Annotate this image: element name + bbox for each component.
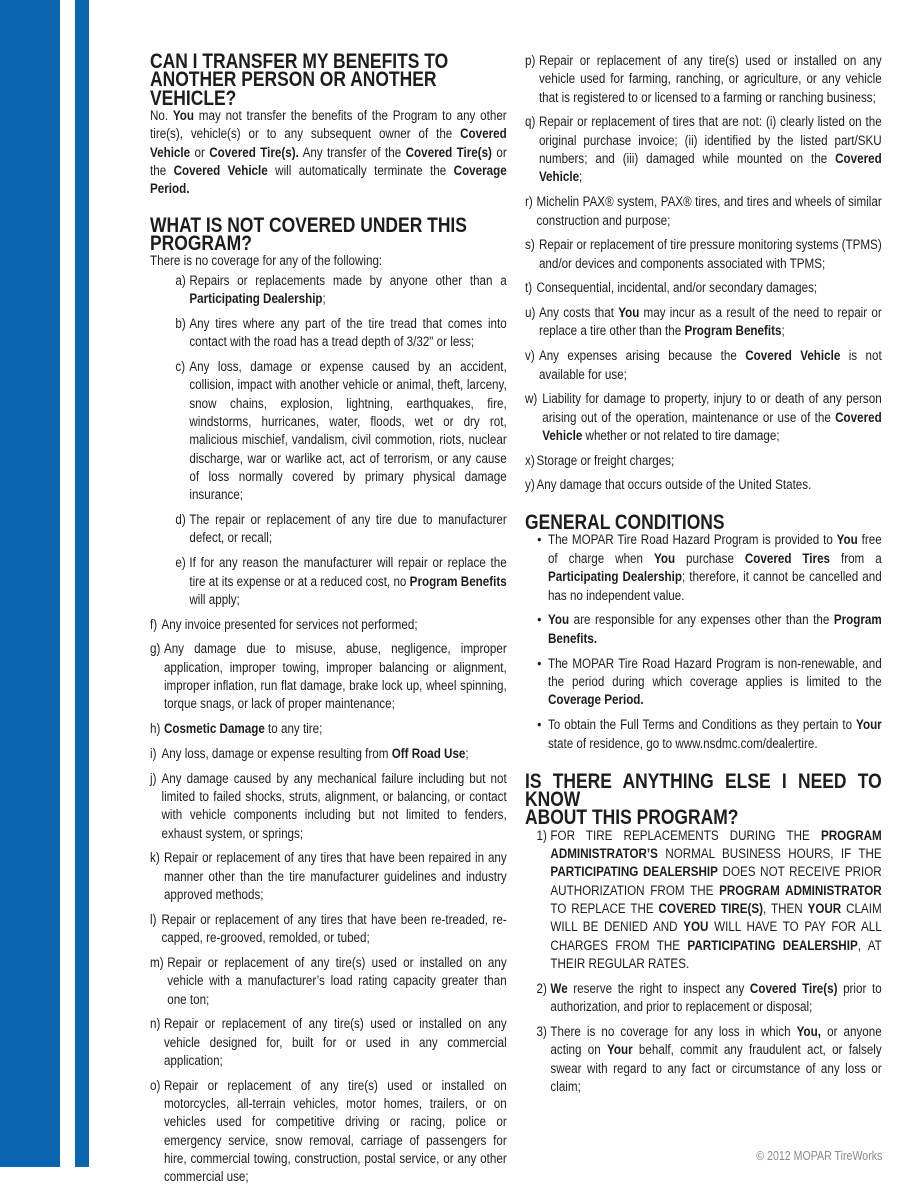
item-label: g) [150, 641, 161, 658]
exclusion-item-u [525, 304, 882, 341]
bold-term: Your [856, 717, 882, 734]
item-text [189, 554, 506, 609]
text-run: The repair or replacement of any tire due to manufacturer defect, or recall; [189, 512, 507, 547]
item-text [550, 980, 881, 1017]
text-run: , AT THEIR REGULAR RATES. [550, 937, 882, 973]
item-label: x) [525, 452, 535, 469]
text-run: will apply; [189, 591, 240, 608]
exclusion-item-p [525, 52, 882, 107]
item-text [161, 616, 506, 634]
item-text [548, 717, 882, 751]
exclusion-item-m [150, 954, 507, 1009]
text-run: No. [150, 108, 173, 125]
item-label: s) [525, 237, 535, 254]
exclusion-item-e [175, 554, 506, 609]
text-run: Michelin PAX® system, PAX® tires, and tires and wheels of similar construction and purpose; [536, 194, 882, 229]
exclusion-item-b [175, 315, 506, 352]
transfer-heading: CAN I TRANSFER MY BENEFITS TO ANOTHER PERSON OR ANOTHER VEHICLE? [150, 49, 449, 110]
exclusion-item-j [150, 770, 507, 843]
bold-term: Covered Tire(s) [749, 980, 838, 997]
numbered-item-1 [536, 827, 881, 974]
text-run: ; [465, 745, 469, 762]
exclusion-item-v [525, 347, 882, 384]
text-run: ; [579, 169, 583, 186]
text-run: Any damage due to misuse, abuse, negligence, improper application, improper towing, improper balancing or alignment, improper inflation, run flat damage, brake lock up, wheel spinning, torque snags, or lack of proper maintenance; [163, 641, 507, 713]
text-run: The MOPAR Tire Road Hazard Program is provided to [547, 532, 837, 549]
item-text [539, 304, 882, 341]
bold-term: Your [607, 1042, 633, 1059]
exclusion-item-w [525, 390, 882, 445]
bold-term: We [550, 980, 568, 997]
anything-else-heading-line1: IS THERE ANYTHING ELSE I NEED TO KNOW [525, 768, 882, 811]
item-label: q) [525, 114, 536, 131]
item-label: y) [525, 477, 535, 494]
text-run: Repair or replacement of any tire(s) used or installed on any vehicle with a manufacturer’s load rating capacity greater than one ton; [167, 954, 507, 1008]
general-conditions-section [525, 510, 882, 753]
exclusion-item-k [150, 849, 507, 904]
text-run: or anyone acting on [550, 1023, 882, 1059]
item-text [536, 193, 881, 230]
exclusion-item-d [175, 511, 506, 548]
item-text [539, 52, 882, 107]
item-text [161, 770, 506, 843]
item-text [189, 315, 506, 352]
text-run: Storage or freight charges; [536, 452, 675, 469]
text-run: Any loss, damage or expense resulting from [161, 745, 392, 762]
text-run: CLAIM WILL BE DENIED AND [550, 901, 882, 936]
general-condition-item [537, 611, 881, 648]
item-text [548, 612, 882, 646]
bold-term: Coverage Period. [547, 692, 644, 709]
text-run: Repair or replacement of any tires that have been repaired in any manner other than the tire manufacturer guidelines and industry approved methods; [163, 850, 507, 903]
item-label: n) [150, 1016, 161, 1033]
bold-term: PROGRAM ADMINISTRATOR [719, 882, 882, 899]
item-label: b) [175, 315, 186, 332]
exclusion-item-y [525, 476, 882, 494]
item-text [189, 358, 506, 505]
bold-term: Coverage Period. [150, 163, 507, 198]
text-run: Repair or replacement of any tires that have been re-treaded, re-capped, re-grooved, remolded, or tubed; [161, 911, 507, 947]
text-run: Any damage that occurs outside of the United States. [536, 477, 812, 494]
item-text [164, 849, 507, 904]
item-label: u) [525, 305, 536, 322]
text-run: ; [322, 291, 326, 308]
text-run: Repair or replacement of tires that are not: (i) clearly listed on the original purchase invoice; (ii) identified by the listed part/SKU numbers; and (iii) damaged while mounted on the [538, 114, 882, 168]
bullet-icon: • [537, 532, 542, 549]
item-text [189, 511, 506, 548]
text-run: Repairs or replacements made by anyone other than a [189, 272, 507, 289]
bold-term: You, [796, 1023, 822, 1040]
bold-term: Covered Vehicle [542, 409, 882, 444]
item-text [542, 390, 881, 445]
exclusion-item-x [525, 452, 882, 470]
item-text [539, 347, 882, 384]
text-run: Any loss, damage or expense caused by an accident, collision, impact with another vehicle or animal, theft, larceny, snow chains, explosion, lightning, earthquakes, fire, windstorms, hurricanes, water, floods, wet or dry rot, malicious mischief, vandalism, civil commotion, riots, nuclear discharge, war or warlike act, act of terrorism, or any cause of loss normally covered by primary physical damage insurance; [189, 358, 507, 504]
exclusion-item-n [150, 1015, 507, 1070]
item-label: 3) [536, 1023, 547, 1040]
exclusion-item-s [525, 236, 882, 273]
text-run: WILL HAVE TO PAY FOR ALL CHARGES FROM THE [550, 919, 882, 954]
bold-term: YOU [683, 919, 709, 936]
item-label: h) [150, 721, 161, 738]
right-column [525, 52, 882, 1103]
general-condition-item [537, 655, 881, 710]
item-label: 2) [536, 980, 547, 997]
copyright-footer: © 2012 MOPAR TireWorks [755, 1149, 882, 1163]
text-run: behalf, commit any fraudulent act, or falsely swear with regard to any fact or circumstance of any loss or claim; [550, 1042, 882, 1095]
text-run: from a [830, 550, 882, 567]
exclusion-item-g [150, 640, 507, 713]
text-run: If for any reason the manufacturer will repair or replace the tire at its expense or at a reduced cost, no [189, 555, 507, 590]
item-text [164, 1077, 507, 1187]
text-run: To obtain the Full Terms and Conditions as they pertain to [547, 717, 857, 734]
bullet-icon: • [537, 717, 542, 734]
text-run: prior to authorization, and prior to replacement or disposal; [550, 980, 882, 1016]
bold-term: PARTICIPATING DEALERSHIP [550, 864, 718, 881]
bold-term: You [618, 305, 640, 322]
item-text [550, 827, 881, 974]
text-run: Any costs that [538, 305, 619, 322]
bullet-icon: • [537, 612, 542, 629]
general-condition-item [537, 716, 881, 753]
bold-term: PARTICIPATING DEALERSHIP [687, 937, 858, 954]
exclusion-item-f [150, 616, 507, 634]
text-run: or [190, 144, 210, 161]
text-run: DOES NOT RECEIVE PRIOR AUTHORIZATION FROM THE [550, 864, 882, 899]
blue-stripe-narrow [75, 0, 89, 1167]
exclusion-item-r [525, 193, 882, 230]
not-covered-intro: There is no coverage for any of the following: [150, 253, 383, 270]
item-label: r) [525, 194, 533, 211]
text-run: Repair or replacement of any tire(s) used or installed on motorcycles, all-terrain vehicles, motor homes, trailers, or on vehicles used for competitive driving or racing, police or emergency service, snow removal, carriage of passengers for hire, commercial towing, construction, postal service, or any other commercial use; [163, 1077, 507, 1186]
item-text [539, 113, 882, 186]
exclusion-list-left [150, 272, 507, 1187]
text-run: to any tire; [264, 721, 323, 738]
bold-term: Covered Vehicle [745, 348, 841, 365]
bold-term: Covered Vehicle [173, 163, 268, 180]
exclusion-item-a [175, 272, 506, 309]
item-text [164, 640, 507, 713]
item-text [550, 1023, 881, 1096]
bold-term: You [836, 532, 858, 549]
bullet-icon: • [537, 655, 542, 672]
text-run: Consequential, incidental, and/or secondary damages; [536, 280, 818, 297]
text-run: will automatically terminate the [267, 163, 454, 180]
item-text [539, 236, 882, 273]
bold-term: COVERED TIRE(S) [658, 901, 764, 918]
item-label: o) [150, 1077, 161, 1094]
text-run: may incur as a result of the need to repair or replace a tire other than the [538, 305, 882, 340]
text-run: state of residence, go to www.nsdmc.com/dealertire. [547, 735, 818, 752]
text-run: Any invoice presented for services not performed; [161, 616, 418, 633]
text-run: NORMAL BUSINESS HOURS, IF THE [657, 846, 882, 862]
text-run: ; therefore, it cannot be cancelled and has no independent value. [547, 569, 882, 604]
text-run: whether or not related to tire damage; [582, 427, 780, 444]
item-label: j) [150, 770, 157, 787]
not-covered-heading: WHAT IS NOT COVERED UNDER THIS PROGRAM? [150, 212, 467, 256]
general-condition-item [537, 531, 881, 604]
transfer-body [150, 107, 507, 199]
text-run: The MOPAR Tire Road Hazard Program is non-renewable, and the period during which coverage applies is limited to the [547, 655, 882, 691]
bold-term: PROGRAM ADMINISTRATOR’S [550, 827, 882, 862]
bold-term: You [172, 108, 195, 125]
text-run: ; [781, 323, 785, 340]
text-run: Any tires where any part of the tire tread that comes into contact with the road has a tread depth of 3/32" or less; [189, 315, 507, 351]
text-run: reserve the right to inspect any [567, 980, 750, 997]
item-label: l) [150, 911, 157, 928]
bold-term: Covered Tires [744, 550, 831, 567]
bold-term: Covered Tire(s) [405, 144, 492, 161]
bold-term: Participating Dealership [547, 569, 682, 586]
item-label: d) [175, 512, 186, 529]
text-run: Repair or replacement of any tire(s) used or installed on any vehicle used for farming, ranching, or agriculture, or any vehicle that is registered to or licensed to a farming or ranching business; [538, 53, 882, 106]
item-text [161, 911, 506, 948]
item-label: k) [150, 850, 160, 867]
text-run: Any damage caused by any mechanical failure including but not limited to failed shocks, struts, alignment, or balancing, or contact with vehicle components including but not limited to fenders, exhaust system, or springs; [161, 770, 507, 842]
item-label: f) [150, 616, 158, 633]
exclusion-item-i [150, 745, 507, 763]
exclusion-item-c [175, 358, 506, 505]
exclusion-list-right [525, 52, 882, 495]
anything-else-heading-line2: ABOUT THIS PROGRAM? [525, 805, 739, 830]
item-text [189, 272, 506, 309]
bold-term: Program Benefits. [547, 612, 882, 647]
text-run: TO REPLACE THE [550, 901, 659, 918]
text-run: Any transfer of the [298, 144, 406, 161]
text-run: is not available for use; [538, 348, 882, 383]
blue-stripe-wide [0, 0, 60, 1167]
transfer-section [150, 49, 507, 199]
item-label: t) [525, 280, 533, 297]
item-text [161, 745, 506, 763]
bold-term: Covered Vehicle [150, 126, 507, 161]
text-run: Any expenses arising because the [538, 348, 746, 365]
anything-else-list [525, 827, 882, 1097]
text-run: purchase [675, 550, 745, 567]
item-label: m) [150, 954, 164, 971]
item-label: p) [525, 53, 536, 69]
bold-term: Covered Tire(s). [209, 144, 299, 161]
exclusion-item-l [150, 911, 507, 948]
left-column [150, 49, 507, 1193]
item-text [536, 279, 881, 297]
not-covered-section [150, 212, 507, 1187]
item-text [536, 452, 881, 470]
exclusion-item-o [150, 1077, 507, 1187]
item-label: 1) [536, 827, 547, 844]
bold-term: Program Benefits [409, 573, 507, 590]
bold-term: YOUR [807, 901, 842, 918]
bold-term: Participating Dealership [189, 291, 323, 308]
text-run: Repair or replacement of tire pressure monitoring systems (TPMS) and/or devices and components associated with TPMS; [538, 237, 882, 272]
general-conditions-heading: GENERAL CONDITIONS [525, 510, 725, 535]
item-text [167, 954, 506, 1009]
numbered-item-2 [536, 980, 881, 1017]
text-run: Repair or replacement of any tire(s) used or installed on any vehicle designed for, built for or used in any commercial application; [163, 1016, 507, 1069]
bold-term: Cosmetic Damage [163, 721, 265, 738]
text-run: There is no coverage for any loss in which [550, 1023, 797, 1040]
bold-term: Off Road Use [391, 745, 466, 762]
text-run: are responsible for any expenses other than the [569, 612, 834, 629]
item-label: v) [525, 348, 535, 365]
text-run: may not transfer the benefits of the Program to any other tire(s), vehicle(s) or to any subsequent owner of the [150, 108, 507, 143]
text-run: Liability for damage to property, injury to or death of any person arising out of the operation, maintenance or use of the [542, 391, 882, 426]
bold-term: Covered Vehicle [538, 151, 882, 186]
exclusion-item-t [525, 279, 882, 297]
bold-term: You [653, 550, 676, 567]
item-text [164, 720, 507, 738]
item-label: a) [175, 272, 186, 289]
bold-term: You [547, 612, 570, 629]
item-text [536, 476, 881, 494]
numbered-item-3 [536, 1023, 881, 1096]
item-text [548, 532, 882, 603]
item-text [548, 656, 882, 709]
text-run: or the [150, 144, 507, 180]
anything-else-section [525, 768, 882, 1097]
item-label: i) [150, 745, 157, 762]
text-run: , THEN [763, 901, 808, 918]
general-conditions-list [525, 531, 882, 753]
text-run: FOR TIRE REPLACEMENTS DURING THE [550, 827, 821, 844]
bold-term: Program Benefits [684, 323, 782, 340]
item-label: w) [525, 391, 538, 408]
exclusion-item-q [525, 113, 882, 186]
text-run: free of charge when [547, 532, 882, 567]
exclusion-item-h [150, 720, 507, 738]
item-label: e) [175, 555, 186, 572]
item-label: c) [175, 358, 186, 375]
item-text [164, 1015, 507, 1070]
